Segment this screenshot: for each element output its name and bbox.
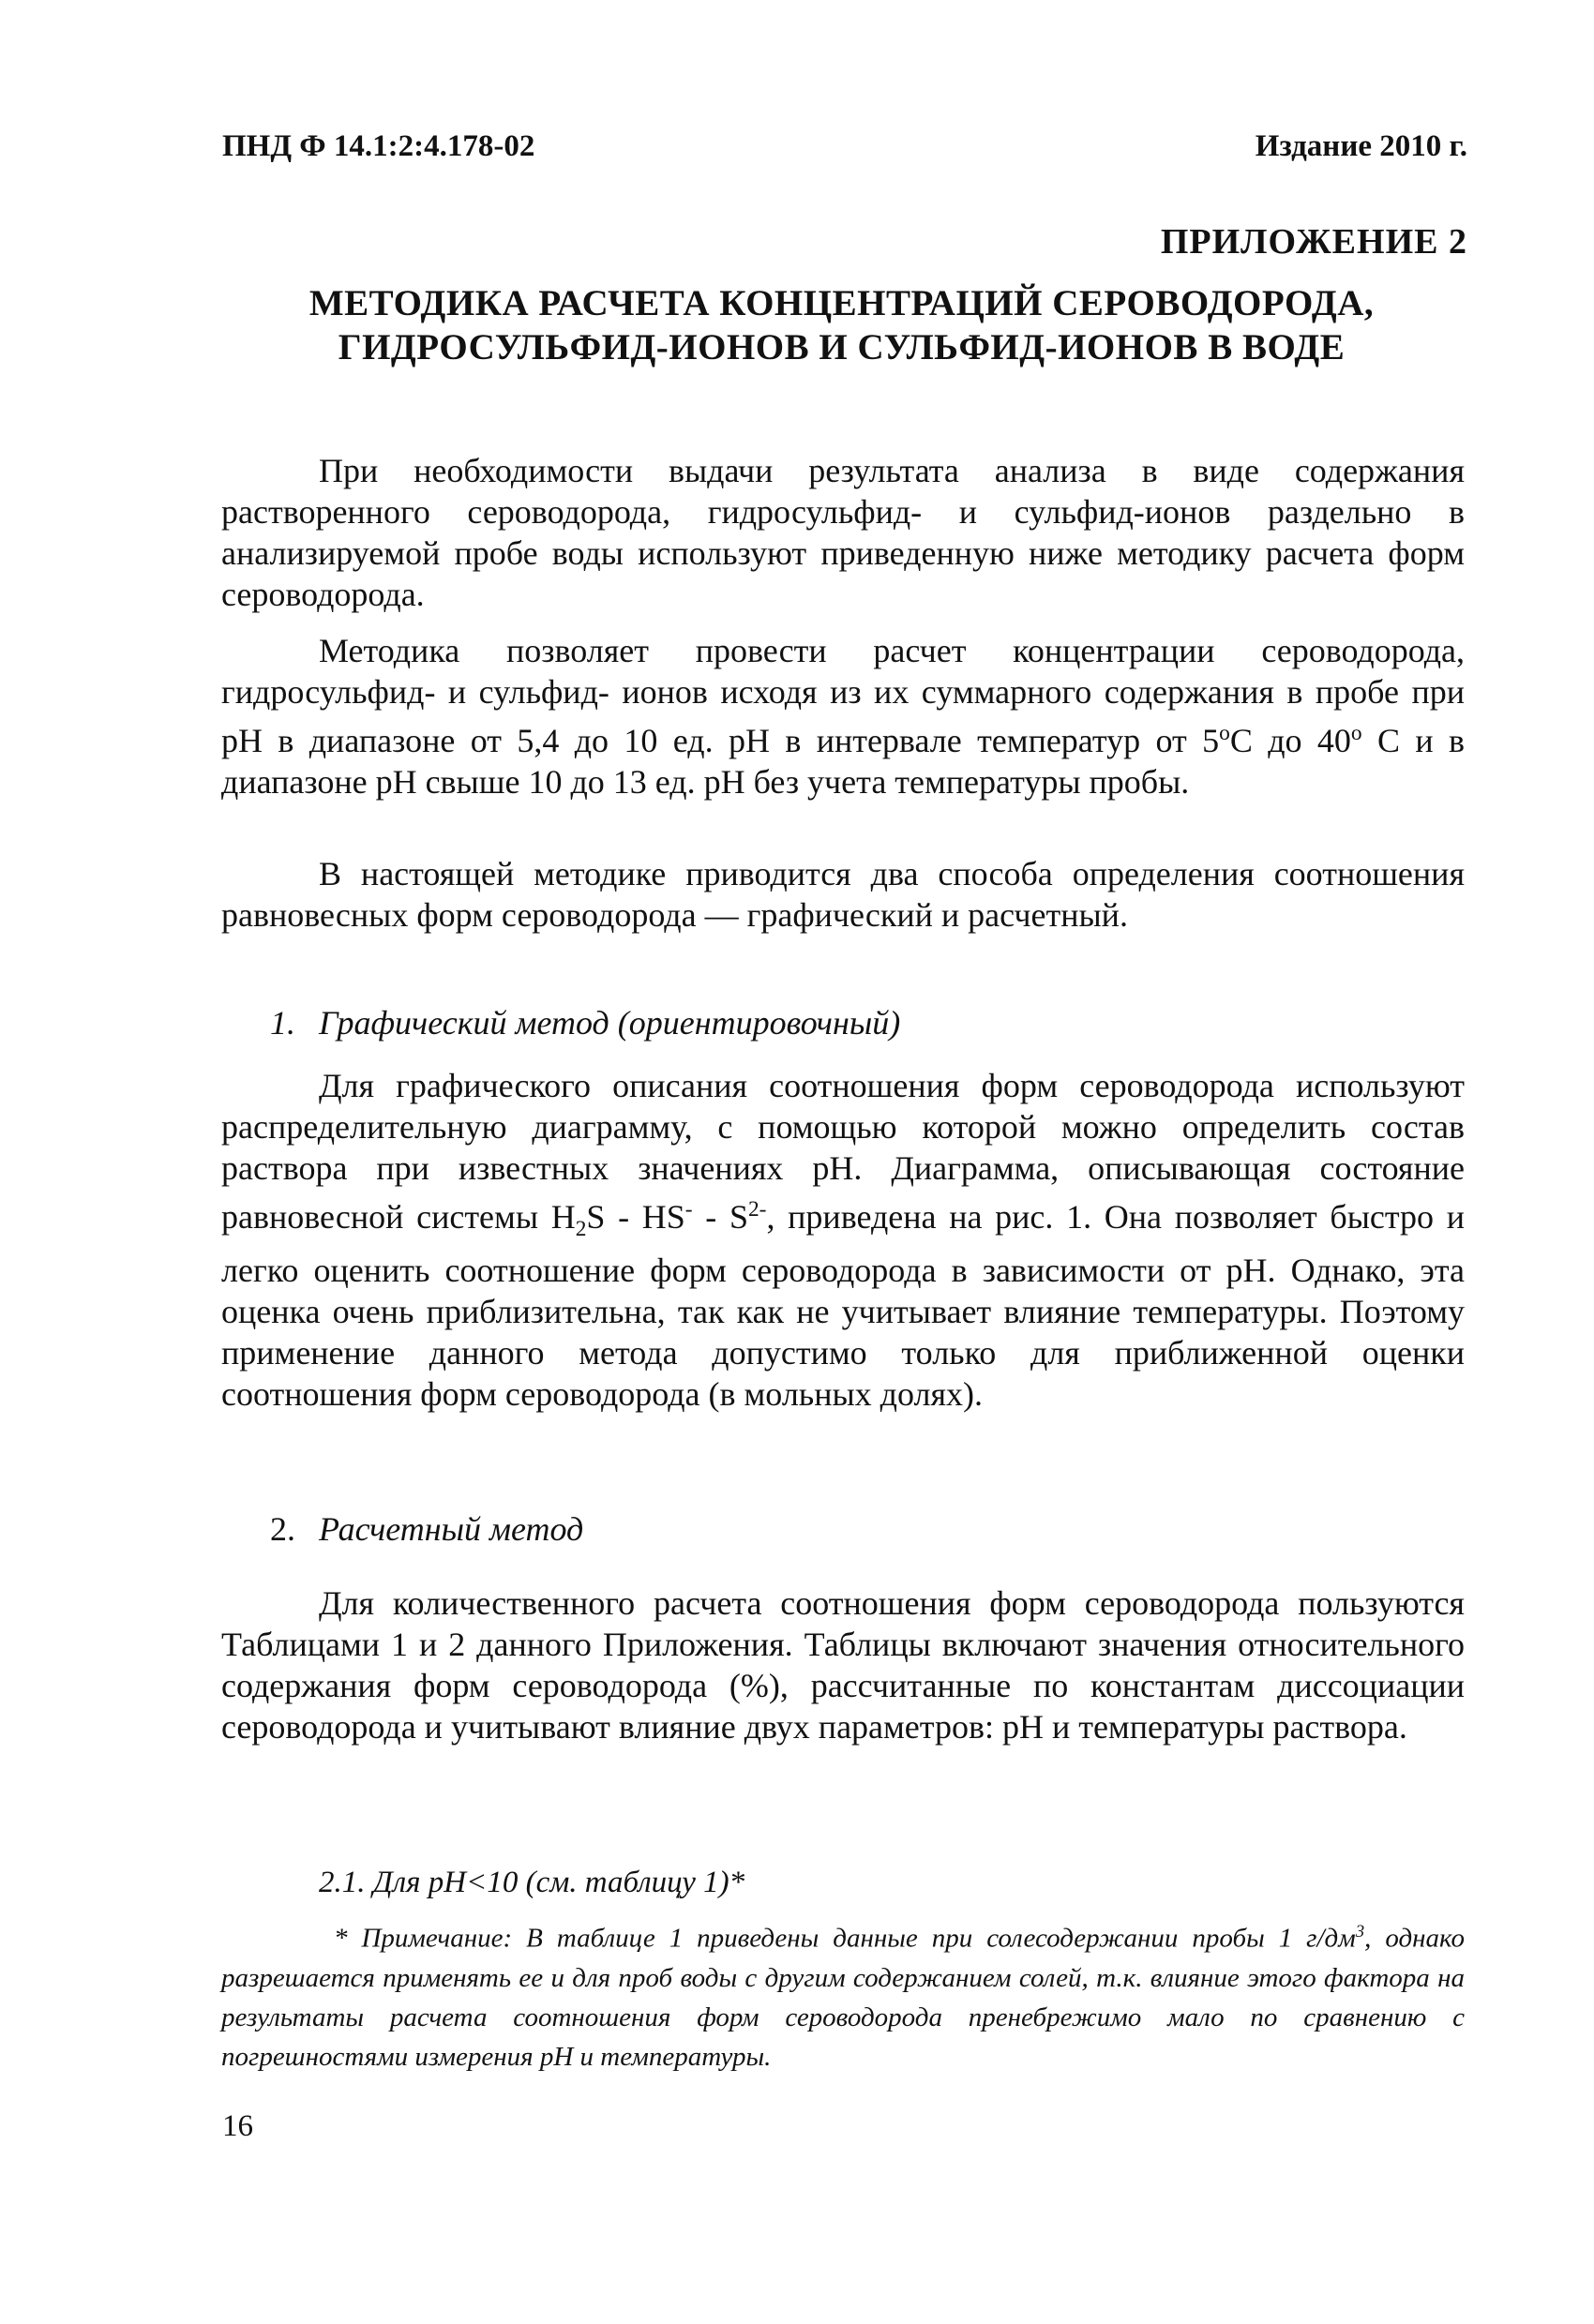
section-1-paragraph: Для графического описания соотношения форм сероводорода используют распределительную диаграмму, с помощью которой можно определить состав раствора при известных значениях рН. Диаграмма, описывающая состояние равновесной системы $H_2S - HS^- - S^{2-}$, приведена на рис. 1. Она позволяет быстро и легко оценить соотношение форм сероводорода в зависимости от рН. Однако, эта оценка очень приблизительна, так как не учитывает влияние температуры. Поэтому применение данного метода допустимо только для приближенной оценки соотношения форм сероводорода (в мольных долях).	[221, 1067, 1465, 1414]
intro-paragraph-2: Методика позволяет провести расчет концентрации сероводорода, гидросульфид- и сульфид- ионов исходя из их суммарного содержания в пробе при рН в диапазоне от 5,4 до 10 ед. рН в интервале температур от $5^оС$ до $40^о$ С и в диапазоне рН свыше 10 до 13 ед. рН без учета температуры пробы.	[221, 632, 1466, 801]
page-number: 16	[222, 2109, 253, 2143]
title-line-2: ГИДРОСУЛЬФИД-ИОНОВ И СУЛЬФИД-ИОНОВ В ВОДЕ	[338, 327, 1346, 367]
title-line-1: МЕТОДИКА РАСЧЕТА КОНЦЕНТРАЦИЙ СЕРОВОДОРОДА,	[308, 283, 1375, 323]
appendix-label: ПРИЛОЖЕНИЕ 2	[1160, 222, 1467, 262]
section-1-heading	[221, 1003, 900, 1042]
section-1-number: 1.	[270, 1004, 295, 1042]
section-2-number: 2.	[270, 1510, 295, 1548]
document-code: ПНД Ф 14.1:2:4.178-02	[222, 129, 535, 163]
subsection-2-1: 2.1. Для pH<10 (см. таблицу 1)*	[319, 1866, 745, 1899]
intro-paragraph-1: При необходимости выдачи результата анализа в виде содержания растворенного сероводорода, гидросульфид- и сульфид-ионов раздельно в анализируемой пробе воды используют приведенную ниже методику расчета форм сероводорода.	[221, 452, 1465, 613]
edition-label: Издание 2010 г.	[1255, 129, 1467, 163]
intro-paragraph-3: В настоящей методике приводится два способа определения соотношения равновесных форм сероводорода — графический и расчетный.	[221, 855, 1465, 934]
section-2-paragraph: Для количественного расчета соотношения форм сероводорода пользуются Таблицами 1 и 2 данного Приложения. Таблицы включают значения относительного содержания форм сероводорода (%), рассчитанные по константам диссоциации сероводорода и учитывают влияние двух параметров: рН и температуры раствора.	[221, 1584, 1465, 1746]
footnote: * Примечание: В таблице 1 приведены данные при солесодержании пробы 1 $г/дм^3$, однако разрешается применять ее и для проб воды с другим содержанием солей, т.к. влияние этого фактора на результаты расчета соотношения форм сероводорода пренебрежимо мало по сравнению с погрешностями измерения pH и температуры.	[221, 1922, 1465, 2072]
section-2-title: Расчетный метод	[319, 1510, 584, 1548]
section-1-title: Графический метод (ориентировочный)	[319, 1004, 901, 1042]
page-title	[216, 281, 1467, 369]
section-2-heading	[221, 1509, 583, 1549]
